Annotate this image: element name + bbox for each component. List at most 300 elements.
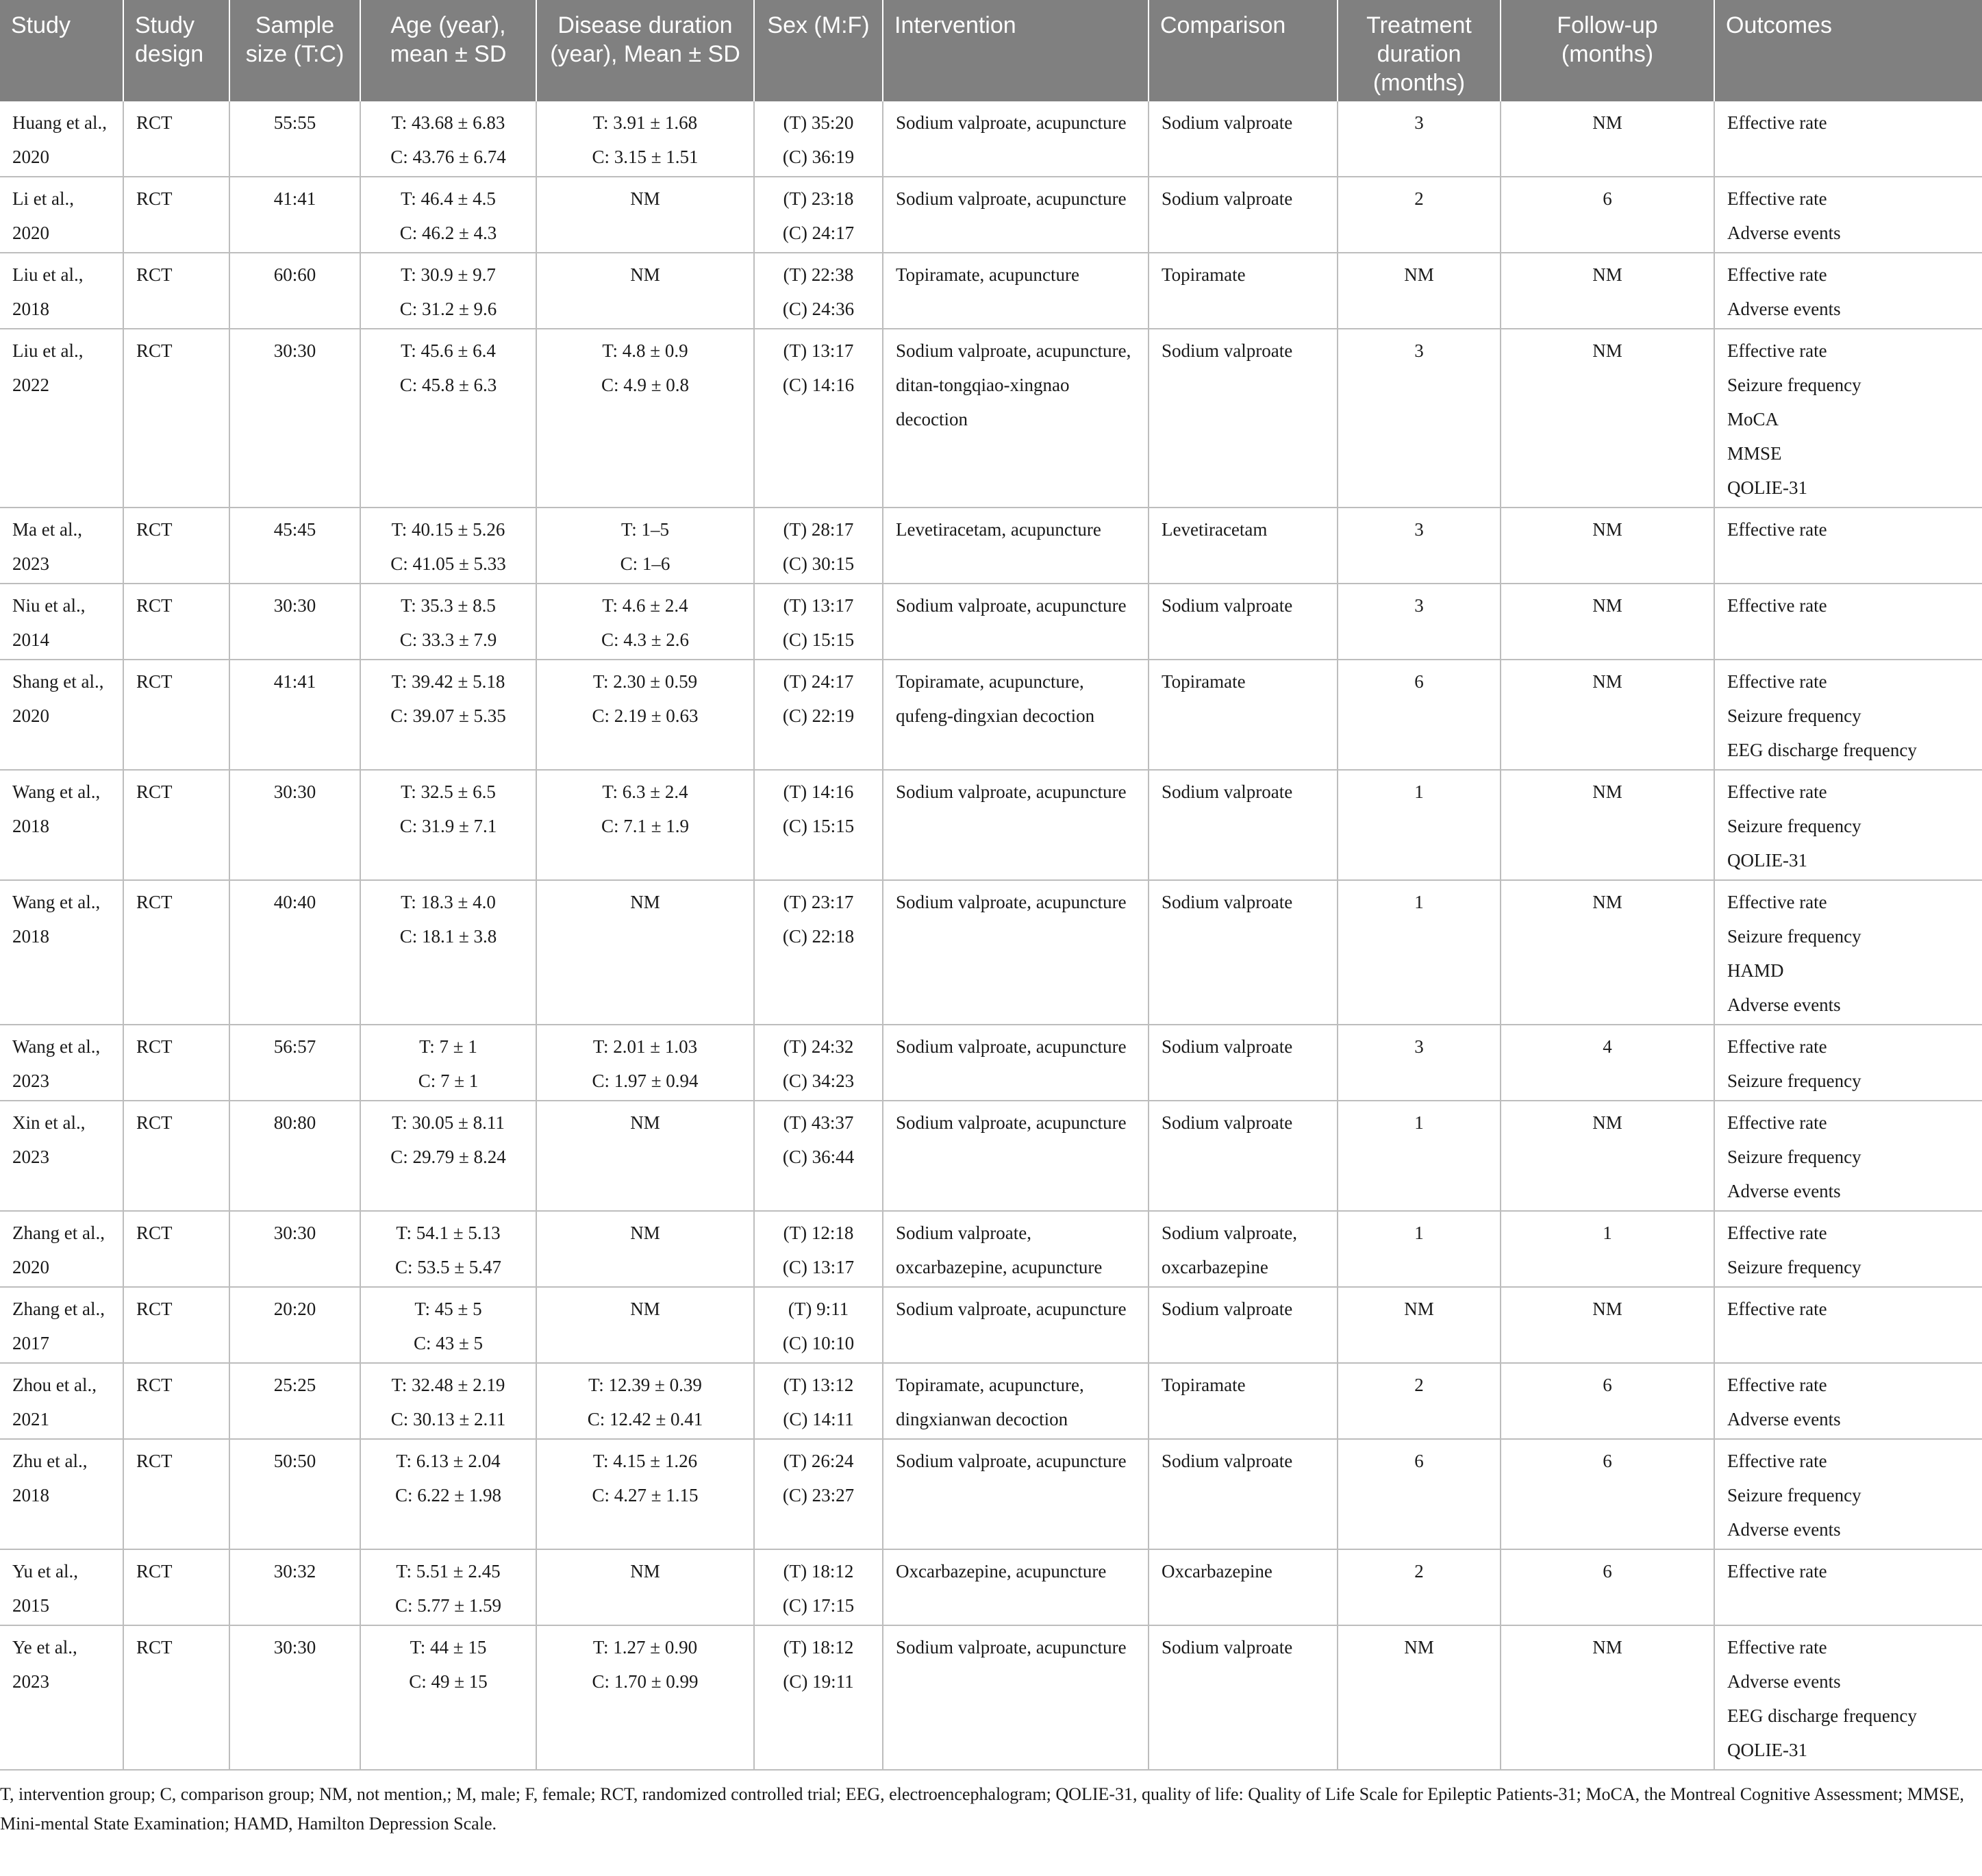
outcome-item: EEG discharge frequency bbox=[1727, 740, 1917, 760]
age-comparison: C: 43.76 ± 6.74 bbox=[390, 147, 506, 167]
intervention-cell: Sodium valproate, acupuncture bbox=[883, 880, 1149, 1025]
duration-comparison: C: 12.42 ± 0.41 bbox=[587, 1409, 703, 1429]
intervention-cell: Sodium valproate, acupuncture bbox=[883, 1625, 1149, 1770]
age-cell bbox=[360, 584, 536, 660]
intervention-cell: Sodium valproate, acupuncture bbox=[883, 770, 1149, 880]
design-cell: RCT bbox=[123, 1287, 229, 1363]
treatment-duration-cell: 3 bbox=[1338, 508, 1501, 584]
outcome-item: HAMD bbox=[1727, 960, 1784, 981]
intervention-cell: Topiramate, acupuncture, qufeng-dingxian decoction bbox=[883, 660, 1149, 770]
sex-cell bbox=[754, 880, 883, 1025]
duration-intervention: NM bbox=[630, 188, 660, 209]
study-cell: Zhang et al., 2017 bbox=[0, 1287, 123, 1363]
duration-intervention: NM bbox=[630, 264, 660, 285]
age-comparison: C: 45.8 ± 6.3 bbox=[399, 375, 497, 395]
age-comparison: C: 29.79 ± 8.24 bbox=[390, 1147, 506, 1167]
disease-duration-cell bbox=[536, 508, 754, 584]
age-intervention: T: 6.13 ± 2.04 bbox=[396, 1451, 501, 1471]
outcome-item: Seizure frequency bbox=[1727, 1071, 1861, 1091]
sex-comparison: (C) 17:15 bbox=[782, 1595, 855, 1616]
follow-up-cell: NM bbox=[1501, 508, 1714, 584]
table-header-row bbox=[0, 0, 1982, 101]
header-age: Age (year), mean ± SD bbox=[360, 0, 536, 101]
duration-intervention: NM bbox=[630, 1299, 660, 1319]
duration-comparison: C: 7.1 ± 1.9 bbox=[601, 816, 690, 836]
intervention-cell: Levetiracetam, acupuncture bbox=[883, 508, 1149, 584]
disease-duration-cell bbox=[536, 1101, 754, 1211]
sex-comparison: (C) 24:36 bbox=[782, 299, 855, 319]
duration-intervention: T: 2.01 ± 1.03 bbox=[592, 1036, 698, 1057]
table-row bbox=[0, 1287, 1982, 1363]
outcome-item: Effective rate bbox=[1727, 1375, 1827, 1395]
sex-intervention: (T) 12:18 bbox=[783, 1223, 854, 1243]
table-row bbox=[0, 508, 1982, 584]
sex-cell bbox=[754, 660, 883, 770]
intervention-cell: Sodium valproate, acupuncture bbox=[883, 1287, 1149, 1363]
age-intervention: T: 44 ± 15 bbox=[410, 1637, 487, 1658]
study-cell: Wang et al., 2023 bbox=[0, 1025, 123, 1101]
sex-cell bbox=[754, 1025, 883, 1101]
disease-duration-cell bbox=[536, 177, 754, 253]
treatment-duration-cell: 3 bbox=[1338, 1025, 1501, 1101]
age-comparison: C: 33.3 ± 7.9 bbox=[399, 629, 497, 650]
sex-comparison: (C) 22:18 bbox=[782, 926, 855, 947]
sex-cell bbox=[754, 770, 883, 880]
intervention-cell: Sodium valproate, acupuncture bbox=[883, 1439, 1149, 1549]
outcome-item: QOLIE-31 bbox=[1727, 850, 1807, 871]
study-cell: Ma et al., 2023 bbox=[0, 508, 123, 584]
outcomes-cell bbox=[1714, 1549, 1982, 1625]
duration-intervention: T: 1–5 bbox=[621, 519, 669, 540]
age-comparison: C: 30.13 ± 2.11 bbox=[390, 1409, 506, 1429]
outcome-item: Adverse events bbox=[1727, 1671, 1841, 1692]
age-cell bbox=[360, 1287, 536, 1363]
outcomes-cell bbox=[1714, 508, 1982, 584]
outcomes-cell bbox=[1714, 1625, 1982, 1770]
outcome-item: Effective rate bbox=[1727, 1223, 1827, 1243]
table-row bbox=[0, 1549, 1982, 1625]
treatment-duration-cell: 2 bbox=[1338, 177, 1501, 253]
treatment-duration-cell: 1 bbox=[1338, 770, 1501, 880]
sample-size-cell: 41:41 bbox=[229, 660, 360, 770]
sex-intervention: (T) 18:12 bbox=[783, 1561, 854, 1581]
age-cell bbox=[360, 329, 536, 508]
sex-cell bbox=[754, 1439, 883, 1549]
intervention-cell: Sodium valproate, acupuncture, ditan-tongqiao-xingnao decoction bbox=[883, 329, 1149, 508]
follow-up-cell: NM bbox=[1501, 880, 1714, 1025]
intervention-cell: Topiramate, acupuncture bbox=[883, 253, 1149, 329]
treatment-duration-cell: 1 bbox=[1338, 880, 1501, 1025]
sex-intervention: (T) 23:17 bbox=[783, 892, 854, 912]
sex-intervention: (T) 28:17 bbox=[783, 519, 854, 540]
outcome-item: Adverse events bbox=[1727, 1519, 1841, 1540]
outcomes-cell bbox=[1714, 1439, 1982, 1549]
sex-intervention: (T) 23:18 bbox=[783, 188, 854, 209]
header-treatment-duration: Treatment duration (months) bbox=[1338, 0, 1501, 101]
study-cell: Xin et al., 2023 bbox=[0, 1101, 123, 1211]
outcome-item: Effective rate bbox=[1727, 519, 1827, 540]
follow-up-cell: NM bbox=[1501, 1287, 1714, 1363]
outcome-item: Adverse events bbox=[1727, 299, 1841, 319]
study-cell: Zhou et al., 2021 bbox=[0, 1363, 123, 1439]
outcomes-cell bbox=[1714, 1287, 1982, 1363]
outcome-item: Seizure frequency bbox=[1727, 1485, 1861, 1505]
outcomes-cell bbox=[1714, 660, 1982, 770]
age-cell bbox=[360, 177, 536, 253]
age-intervention: T: 18.3 ± 4.0 bbox=[401, 892, 496, 912]
follow-up-cell: NM bbox=[1501, 770, 1714, 880]
table-row bbox=[0, 329, 1982, 508]
sex-intervention: (T) 13:17 bbox=[783, 595, 854, 616]
outcomes-cell bbox=[1714, 584, 1982, 660]
sample-size-cell: 60:60 bbox=[229, 253, 360, 329]
age-intervention: T: 7 ± 1 bbox=[419, 1036, 477, 1057]
outcome-item: Effective rate bbox=[1727, 1299, 1827, 1319]
follow-up-cell: NM bbox=[1501, 584, 1714, 660]
disease-duration-cell bbox=[536, 1211, 754, 1287]
comparison-cell: Sodium valproate bbox=[1149, 1025, 1338, 1101]
comparison-cell: Topiramate bbox=[1149, 660, 1338, 770]
sex-intervention: (T) 14:16 bbox=[783, 781, 854, 802]
study-cell: Li et al., 2020 bbox=[0, 177, 123, 253]
outcome-item: Effective rate bbox=[1727, 1451, 1827, 1471]
sex-cell bbox=[754, 177, 883, 253]
duration-intervention: NM bbox=[630, 1112, 660, 1133]
outcome-item: Effective rate bbox=[1727, 340, 1827, 361]
sex-cell bbox=[754, 1101, 883, 1211]
age-comparison: C: 39.07 ± 5.35 bbox=[390, 705, 506, 726]
sex-intervention: (T) 9:11 bbox=[788, 1299, 849, 1319]
treatment-duration-cell: 3 bbox=[1338, 101, 1501, 177]
duration-intervention: T: 3.91 ± 1.68 bbox=[592, 112, 698, 133]
treatment-duration-cell: 2 bbox=[1338, 1363, 1501, 1439]
table-body bbox=[0, 101, 1982, 1770]
age-cell bbox=[360, 253, 536, 329]
duration-intervention: T: 4.8 ± 0.9 bbox=[602, 340, 688, 361]
age-cell bbox=[360, 880, 536, 1025]
duration-comparison: C: 1–6 bbox=[620, 553, 670, 574]
disease-duration-cell bbox=[536, 101, 754, 177]
outcome-item: Effective rate bbox=[1727, 595, 1827, 616]
table-row bbox=[0, 1025, 1982, 1101]
sex-intervention: (T) 26:24 bbox=[783, 1451, 854, 1471]
sex-intervention: (T) 24:32 bbox=[783, 1036, 854, 1057]
design-cell: RCT bbox=[123, 1101, 229, 1211]
design-cell: RCT bbox=[123, 584, 229, 660]
outcome-item: MoCA bbox=[1727, 409, 1779, 429]
comparison-cell: Topiramate bbox=[1149, 253, 1338, 329]
sex-intervention: (T) 43:37 bbox=[783, 1112, 854, 1133]
study-cell: Liu et al., 2018 bbox=[0, 253, 123, 329]
follow-up-cell: NM bbox=[1501, 253, 1714, 329]
sex-comparison: (C) 23:27 bbox=[782, 1485, 855, 1505]
outcome-item: Effective rate bbox=[1727, 892, 1827, 912]
age-cell bbox=[360, 770, 536, 880]
treatment-duration-cell: 3 bbox=[1338, 329, 1501, 508]
duration-intervention: T: 1.27 ± 0.90 bbox=[592, 1637, 698, 1658]
age-intervention: T: 40.15 ± 5.26 bbox=[391, 519, 505, 540]
disease-duration-cell bbox=[536, 1549, 754, 1625]
sample-size-cell: 55:55 bbox=[229, 101, 360, 177]
duration-comparison: C: 1.97 ± 0.94 bbox=[592, 1071, 699, 1091]
study-cell: Shang et al., 2020 bbox=[0, 660, 123, 770]
sex-intervention: (T) 13:12 bbox=[783, 1375, 854, 1395]
sex-cell bbox=[754, 1549, 883, 1625]
sex-cell bbox=[754, 1287, 883, 1363]
treatment-duration-cell: NM bbox=[1338, 1625, 1501, 1770]
treatment-duration-cell: 2 bbox=[1338, 1549, 1501, 1625]
sex-cell bbox=[754, 101, 883, 177]
design-cell: RCT bbox=[123, 253, 229, 329]
intervention-cell: Sodium valproate, oxcarbazepine, acupuncture bbox=[883, 1211, 1149, 1287]
intervention-cell: Topiramate, acupuncture, dingxianwan decoction bbox=[883, 1363, 1149, 1439]
age-intervention: T: 54.1 ± 5.13 bbox=[396, 1223, 501, 1243]
disease-duration-cell bbox=[536, 660, 754, 770]
outcome-item: Adverse events bbox=[1727, 223, 1841, 243]
intervention-cell: Sodium valproate, acupuncture bbox=[883, 584, 1149, 660]
age-comparison: C: 43 ± 5 bbox=[413, 1333, 484, 1353]
sex-intervention: (T) 35:20 bbox=[783, 112, 854, 133]
sex-comparison: (C) 10:10 bbox=[782, 1333, 855, 1353]
age-comparison: C: 6.22 ± 1.98 bbox=[394, 1485, 502, 1505]
comparison-cell: Sodium valproate bbox=[1149, 329, 1338, 508]
follow-up-cell: 6 bbox=[1501, 177, 1714, 253]
sample-size-cell: 45:45 bbox=[229, 508, 360, 584]
outcomes-cell bbox=[1714, 770, 1982, 880]
sex-comparison: (C) 14:11 bbox=[783, 1409, 854, 1429]
age-cell bbox=[360, 1549, 536, 1625]
design-cell: RCT bbox=[123, 1549, 229, 1625]
treatment-duration-cell: 6 bbox=[1338, 660, 1501, 770]
sample-size-cell: 20:20 bbox=[229, 1287, 360, 1363]
outcomes-cell bbox=[1714, 1025, 1982, 1101]
intervention-cell: Sodium valproate, acupuncture bbox=[883, 101, 1149, 177]
table-row bbox=[0, 1363, 1982, 1439]
comparison-cell: Sodium valproate, oxcarbazepine bbox=[1149, 1211, 1338, 1287]
outcome-item: MMSE bbox=[1727, 443, 1782, 464]
comparison-cell: Sodium valproate bbox=[1149, 1625, 1338, 1770]
table-row bbox=[0, 1439, 1982, 1549]
header-follow-up: Follow-up (months) bbox=[1501, 0, 1714, 101]
sex-intervention: (T) 18:12 bbox=[783, 1637, 854, 1658]
treatment-duration-cell: 1 bbox=[1338, 1101, 1501, 1211]
sex-cell bbox=[754, 1363, 883, 1439]
disease-duration-cell bbox=[536, 1625, 754, 1770]
outcome-item: Adverse events bbox=[1727, 1409, 1841, 1429]
follow-up-cell: 6 bbox=[1501, 1439, 1714, 1549]
age-cell bbox=[360, 508, 536, 584]
comparison-cell: Sodium valproate bbox=[1149, 880, 1338, 1025]
age-cell bbox=[360, 1363, 536, 1439]
duration-comparison: C: 4.27 ± 1.15 bbox=[592, 1485, 699, 1505]
comparison-cell: Sodium valproate bbox=[1149, 584, 1338, 660]
sample-size-cell: 25:25 bbox=[229, 1363, 360, 1439]
sex-cell bbox=[754, 1625, 883, 1770]
sex-comparison: (C) 14:16 bbox=[782, 375, 855, 395]
sample-size-cell: 30:30 bbox=[229, 1211, 360, 1287]
outcome-item: Seizure frequency bbox=[1727, 705, 1861, 726]
duration-intervention: NM bbox=[630, 892, 660, 912]
duration-intervention: T: 2.30 ± 0.59 bbox=[592, 671, 698, 692]
sex-comparison: (C) 19:11 bbox=[783, 1671, 854, 1692]
header-comparison: Comparison bbox=[1149, 0, 1338, 101]
header-outcomes: Outcomes bbox=[1714, 0, 1982, 101]
sex-cell bbox=[754, 253, 883, 329]
age-intervention: T: 5.51 ± 2.45 bbox=[396, 1561, 501, 1581]
outcomes-cell bbox=[1714, 880, 1982, 1025]
age-intervention: T: 45 ± 5 bbox=[414, 1299, 482, 1319]
disease-duration-cell bbox=[536, 770, 754, 880]
table-row bbox=[0, 1211, 1982, 1287]
age-intervention: T: 39.42 ± 5.18 bbox=[391, 671, 505, 692]
outcome-item: Seizure frequency bbox=[1727, 926, 1861, 947]
disease-duration-cell bbox=[536, 1439, 754, 1549]
outcomes-cell bbox=[1714, 101, 1982, 177]
study-cell: Wang et al., 2018 bbox=[0, 770, 123, 880]
outcome-item: Adverse events bbox=[1727, 1181, 1841, 1201]
duration-comparison: C: 4.9 ± 0.8 bbox=[601, 375, 690, 395]
comparison-cell: Sodium valproate bbox=[1149, 177, 1338, 253]
sample-size-cell: 30:30 bbox=[229, 584, 360, 660]
sex-intervention: (T) 13:17 bbox=[783, 340, 854, 361]
comparison-cell: Sodium valproate bbox=[1149, 1287, 1338, 1363]
age-comparison: C: 5.77 ± 1.59 bbox=[394, 1595, 502, 1616]
duration-intervention: T: 4.6 ± 2.4 bbox=[602, 595, 688, 616]
follow-up-cell: 4 bbox=[1501, 1025, 1714, 1101]
outcome-item: Effective rate bbox=[1727, 112, 1827, 133]
sex-comparison: (C) 30:15 bbox=[782, 553, 855, 574]
age-comparison: C: 31.2 ± 9.6 bbox=[399, 299, 497, 319]
outcomes-cell bbox=[1714, 1101, 1982, 1211]
outcome-item: Seizure frequency bbox=[1727, 816, 1861, 836]
outcome-item: Effective rate bbox=[1727, 1112, 1827, 1133]
table-row bbox=[0, 253, 1982, 329]
treatment-duration-cell: 6 bbox=[1338, 1439, 1501, 1549]
duration-intervention: T: 12.39 ± 0.39 bbox=[588, 1375, 702, 1395]
outcomes-cell bbox=[1714, 1363, 1982, 1439]
sample-size-cell: 41:41 bbox=[229, 177, 360, 253]
age-comparison: C: 31.9 ± 7.1 bbox=[399, 816, 497, 836]
outcome-item: Adverse events bbox=[1727, 995, 1841, 1015]
follow-up-cell: 6 bbox=[1501, 1363, 1714, 1439]
sex-intervention: (T) 24:17 bbox=[783, 671, 854, 692]
outcome-item: EEG discharge frequency bbox=[1727, 1705, 1917, 1726]
follow-up-cell: NM bbox=[1501, 329, 1714, 508]
sex-intervention: (T) 22:38 bbox=[783, 264, 854, 285]
age-cell bbox=[360, 1101, 536, 1211]
sex-cell bbox=[754, 508, 883, 584]
disease-duration-cell bbox=[536, 880, 754, 1025]
header-disease-duration: Disease duration (year), Mean ± SD bbox=[536, 0, 754, 101]
sex-cell bbox=[754, 329, 883, 508]
duration-intervention: NM bbox=[630, 1223, 660, 1243]
study-cell: Zhu et al., 2018 bbox=[0, 1439, 123, 1549]
outcome-item: Effective rate bbox=[1727, 1637, 1827, 1658]
comparison-cell: Sodium valproate bbox=[1149, 101, 1338, 177]
header-sample-size: Sample size (T:C) bbox=[229, 0, 360, 101]
table-row bbox=[0, 770, 1982, 880]
intervention-cell: Sodium valproate, acupuncture bbox=[883, 177, 1149, 253]
table-row bbox=[0, 880, 1982, 1025]
comparison-cell: Sodium valproate bbox=[1149, 1101, 1338, 1211]
design-cell: RCT bbox=[123, 1211, 229, 1287]
table-row bbox=[0, 1101, 1982, 1211]
comparison-cell: Topiramate bbox=[1149, 1363, 1338, 1439]
study-cell: Niu et al., 2014 bbox=[0, 584, 123, 660]
duration-comparison: C: 1.70 ± 0.99 bbox=[592, 1671, 699, 1692]
design-cell: RCT bbox=[123, 1363, 229, 1439]
study-cell: Wang et al., 2018 bbox=[0, 880, 123, 1025]
table-row bbox=[0, 660, 1982, 770]
study-cell: Yu et al., 2015 bbox=[0, 1549, 123, 1625]
comparison-cell: Levetiracetam bbox=[1149, 508, 1338, 584]
outcomes-cell bbox=[1714, 329, 1982, 508]
design-cell: RCT bbox=[123, 101, 229, 177]
treatment-duration-cell: 3 bbox=[1338, 584, 1501, 660]
design-cell: RCT bbox=[123, 329, 229, 508]
header-study: Study bbox=[0, 0, 123, 101]
design-cell: RCT bbox=[123, 770, 229, 880]
disease-duration-cell bbox=[536, 253, 754, 329]
table-row bbox=[0, 1625, 1982, 1770]
disease-duration-cell bbox=[536, 329, 754, 508]
sample-size-cell: 30:30 bbox=[229, 329, 360, 508]
sample-size-cell: 30:30 bbox=[229, 770, 360, 880]
outcome-item: Effective rate bbox=[1727, 188, 1827, 209]
outcome-item: Effective rate bbox=[1727, 264, 1827, 285]
duration-comparison: C: 4.3 ± 2.6 bbox=[601, 629, 690, 650]
design-cell: RCT bbox=[123, 177, 229, 253]
age-cell bbox=[360, 1625, 536, 1770]
sex-cell bbox=[754, 1211, 883, 1287]
age-intervention: T: 45.6 ± 6.4 bbox=[401, 340, 496, 361]
disease-duration-cell bbox=[536, 1025, 754, 1101]
disease-duration-cell bbox=[536, 1287, 754, 1363]
follow-up-cell: NM bbox=[1501, 1101, 1714, 1211]
duration-comparison: C: 2.19 ± 0.63 bbox=[592, 705, 699, 726]
age-intervention: T: 35.3 ± 8.5 bbox=[401, 595, 496, 616]
sex-comparison: (C) 15:15 bbox=[782, 629, 855, 650]
sample-size-cell: 50:50 bbox=[229, 1439, 360, 1549]
age-comparison: C: 7 ± 1 bbox=[418, 1071, 479, 1091]
study-cell: Zhang et al., 2020 bbox=[0, 1211, 123, 1287]
outcome-item: QOLIE-31 bbox=[1727, 477, 1807, 498]
sex-comparison: (C) 13:17 bbox=[782, 1257, 855, 1277]
treatment-duration-cell: 1 bbox=[1338, 1211, 1501, 1287]
duration-intervention: NM bbox=[630, 1561, 660, 1581]
design-cell: RCT bbox=[123, 880, 229, 1025]
follow-up-cell: 6 bbox=[1501, 1549, 1714, 1625]
design-cell: RCT bbox=[123, 1625, 229, 1770]
sex-cell bbox=[754, 584, 883, 660]
header-intervention: Intervention bbox=[883, 0, 1149, 101]
age-cell bbox=[360, 660, 536, 770]
age-comparison: C: 46.2 ± 4.3 bbox=[399, 223, 497, 243]
age-cell bbox=[360, 1211, 536, 1287]
disease-duration-cell bbox=[536, 584, 754, 660]
sample-size-cell: 56:57 bbox=[229, 1025, 360, 1101]
age-comparison: C: 18.1 ± 3.8 bbox=[399, 926, 497, 947]
follow-up-cell: NM bbox=[1501, 1625, 1714, 1770]
age-intervention: T: 30.9 ± 9.7 bbox=[401, 264, 496, 285]
table-row bbox=[0, 177, 1982, 253]
outcome-item: Effective rate bbox=[1727, 671, 1827, 692]
follow-up-cell: 1 bbox=[1501, 1211, 1714, 1287]
outcome-item: Effective rate bbox=[1727, 1036, 1827, 1057]
sex-comparison: (C) 15:15 bbox=[782, 816, 855, 836]
age-cell bbox=[360, 1025, 536, 1101]
sex-comparison: (C) 36:19 bbox=[782, 147, 855, 167]
